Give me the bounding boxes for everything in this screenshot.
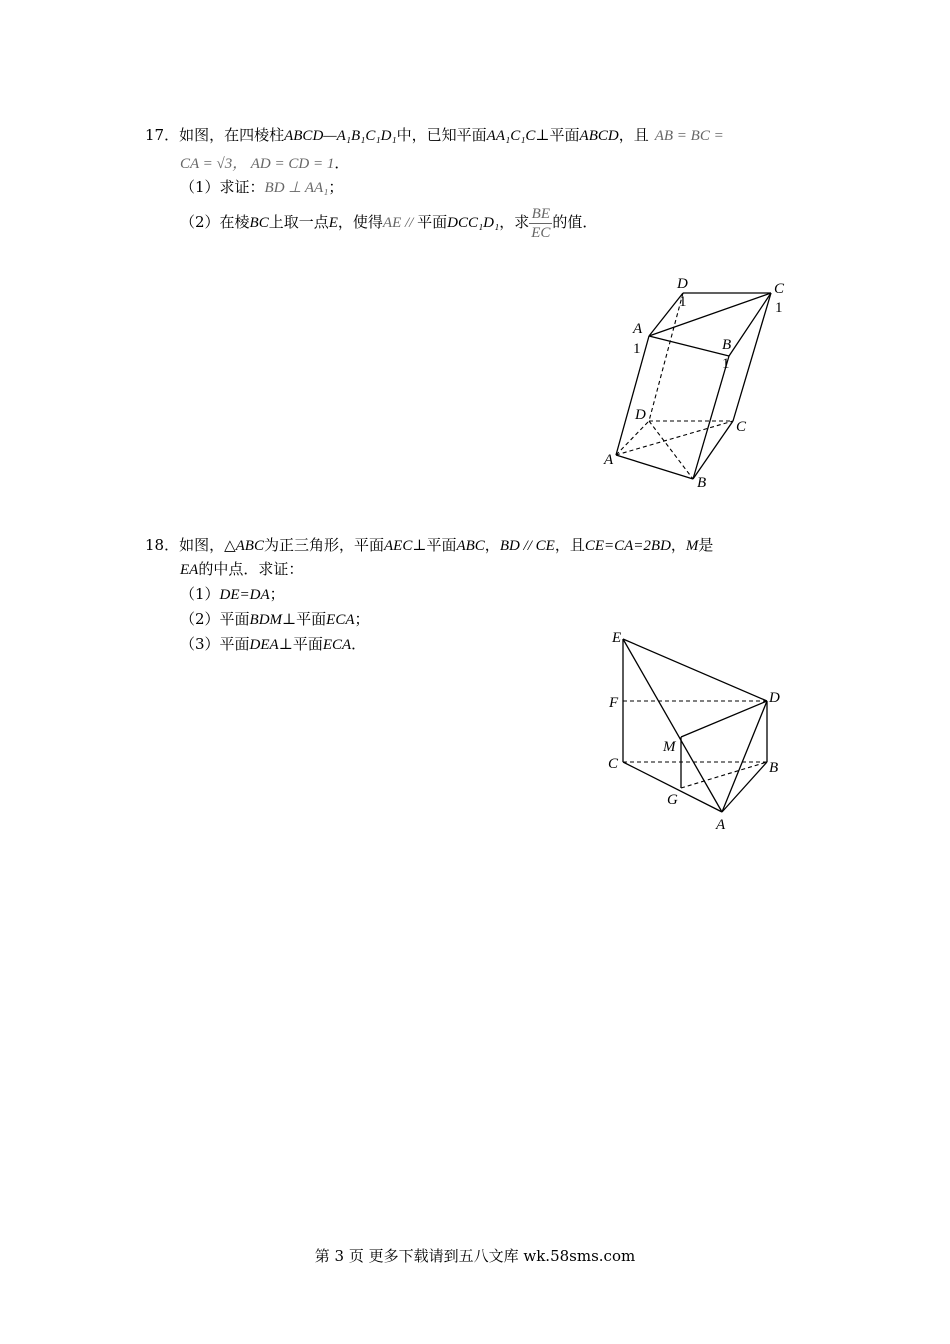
q17-cond2: CA = √3 bbox=[180, 156, 233, 172]
q18-p3-dea: DEA bbox=[249, 637, 279, 653]
q17-p2-c: ，使得 bbox=[337, 213, 383, 231]
q18-p3-end: ． bbox=[351, 635, 367, 653]
q17-p2-b: 上取一点 bbox=[268, 213, 329, 231]
q17-p1-expr: BD ⊥ AA₁ bbox=[264, 180, 329, 196]
q17-p2-ae: AE // bbox=[382, 215, 418, 231]
page-footer: 第 3 页 更多下载请到五八文库 wk.58sms.com bbox=[314, 1247, 636, 1265]
q17-label-c: C bbox=[736, 419, 747, 435]
q18-p2-b: ⊥平面 bbox=[282, 610, 327, 628]
q18-l1-bdce: BD // CE bbox=[499, 538, 555, 554]
q17-label-c1-sub: 1 bbox=[775, 300, 783, 316]
q18-l1-m: M bbox=[685, 538, 699, 554]
q18-edge-gb-hidden bbox=[681, 762, 767, 788]
q17-label-a1-sub: 1 bbox=[633, 341, 641, 357]
q18-l1-a: 如图，△ bbox=[179, 536, 236, 554]
q18-number: 18． bbox=[145, 536, 180, 554]
q18-label-f: F bbox=[609, 695, 619, 711]
q17-label-d: D bbox=[635, 407, 646, 423]
q17-label-b1-sub: 1 bbox=[722, 356, 730, 372]
q18-label-d: D bbox=[769, 690, 780, 706]
q18-l2-a: 的中点．求证： bbox=[198, 560, 304, 578]
q17-p2-plane: DCC₁D₁ bbox=[447, 215, 500, 231]
q17-cond1: AB = BC = bbox=[654, 128, 724, 144]
q18-l1-abc: ABC bbox=[235, 538, 264, 554]
q17-p2-a: （2）在棱 bbox=[180, 213, 250, 231]
q17-plane1: AA₁C₁C bbox=[486, 128, 536, 144]
q17-p2-e: E bbox=[328, 215, 338, 231]
q18-p2-end: ； bbox=[354, 610, 370, 628]
q17-frac-num: BE bbox=[529, 205, 552, 224]
q18-l2-ea: EA bbox=[180, 562, 199, 578]
q17-intro-c: ，且 bbox=[618, 126, 649, 144]
q18-label-c: C bbox=[608, 756, 619, 772]
q17-frac-den: EC bbox=[531, 224, 551, 241]
q18-l1-g: 是 bbox=[698, 536, 714, 554]
q18-l1-e: ，且 bbox=[554, 536, 585, 554]
q17-label-c1: C bbox=[774, 281, 785, 297]
q17-label-d1-sub: 1 bbox=[679, 294, 687, 310]
q17-label-d1: D bbox=[677, 276, 688, 292]
q18-p1-end: ； bbox=[269, 585, 285, 603]
q17-p2-e2: ，求 bbox=[499, 213, 530, 231]
q18-label-e: E bbox=[612, 630, 622, 646]
q18-p1-expr: DE=DA bbox=[219, 587, 270, 603]
q18-p3-a: （3）平面 bbox=[180, 635, 250, 653]
q17-perp-plane: ⊥平面 bbox=[535, 126, 580, 144]
q18-p3-b: ⊥平面 bbox=[278, 635, 323, 653]
q18-p2-bdm: BDM bbox=[249, 612, 283, 628]
q18-label-b: B bbox=[769, 760, 779, 776]
q17-p1-end: ； bbox=[328, 178, 344, 196]
q17-cond3: ， AD = CD = 1 bbox=[232, 156, 335, 172]
q17-label-b1: B bbox=[722, 337, 732, 353]
q18-l1-eq: CE=CA=2BD bbox=[584, 538, 671, 554]
q17-label-a: A bbox=[604, 452, 614, 468]
q18-l1-c: ⊥平面 bbox=[412, 536, 457, 554]
q18-l1-f: ， bbox=[670, 536, 686, 554]
q17-intro-b: 中，已知平面 bbox=[396, 126, 487, 144]
q18-l1-d: ， bbox=[484, 536, 500, 554]
q17-p2-d: 平面 bbox=[417, 213, 448, 231]
q17-number: 17． bbox=[145, 126, 180, 144]
q18-edge-ed bbox=[623, 639, 767, 701]
q17-intro-a: 如图，在四棱柱 bbox=[179, 126, 285, 144]
q17-prism: ABCD—A₁B₁C₁D₁ bbox=[284, 128, 397, 144]
q18-p3-eca: ECA bbox=[322, 637, 352, 653]
q18-l1-b: 为正三角形，平面 bbox=[263, 536, 384, 554]
q18-p1-a: （1） bbox=[180, 585, 220, 603]
q18-l1-abc2: ABC bbox=[456, 538, 485, 554]
q17-plane2: ABCD bbox=[579, 128, 619, 144]
q18-edge-ba bbox=[722, 762, 767, 812]
q17-label-b: B bbox=[697, 475, 707, 491]
q17-cond-end: ． bbox=[334, 154, 350, 172]
q18-label-g: G bbox=[667, 792, 678, 808]
q18-p2-a: （2）平面 bbox=[180, 610, 250, 628]
q18-label-a: A bbox=[716, 817, 726, 833]
q17-p2-end: 的值． bbox=[552, 213, 598, 231]
q17-p2-bc: BC bbox=[249, 215, 269, 231]
q18-l1-aec: AEC bbox=[384, 538, 413, 554]
q18-label-m: M bbox=[663, 739, 676, 755]
q17-label-a1: A bbox=[633, 321, 643, 337]
q17-p1-label: （1）求证： bbox=[180, 178, 265, 196]
q18-p2-eca: ECA bbox=[326, 612, 355, 628]
